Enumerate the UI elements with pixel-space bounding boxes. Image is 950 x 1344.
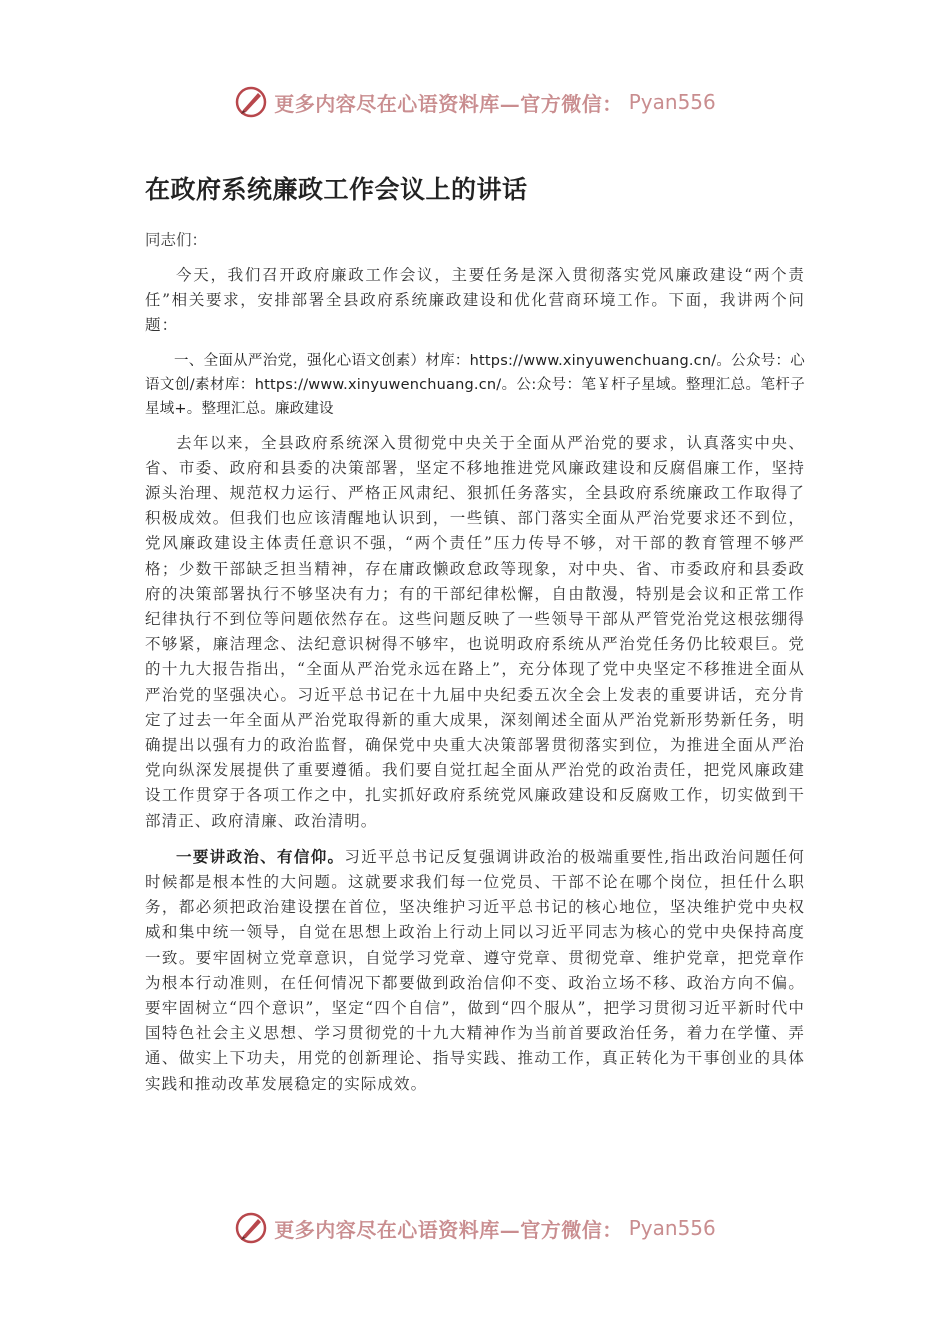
banner-wechat-id: Pyan556 (628, 90, 716, 114)
document-body (145, 170, 805, 1107)
brush-logo-icon (234, 1211, 268, 1245)
body-paragraph: 去年以来，全县政府系统深入贯彻党中央关于全面从严治党的要求，认真落实中央、省、市委、政府和县委的决策部署，坚定不移地推进党风廉政建设和反腐倡廉工作，坚持源头治理、规范权力运行、严格正风肃纪、狠抓任务落实，全县政府系统廉政工作取得了积极成效。但我们也应该清醒地认识到，一些镇、部门落实全面从严治党要求还不到位，党风廉政建设主体责任意识不强，“两个责任”压力传导不够，对干部的教育管理不够严格；少数干部缺乏担当精神，存在庸政懒政怠政等现象，对中央、省、市委政府和县委政府的决策部署执行不够坚决有力；有的干部纪律松懈，自由散漫，特别是会议和正常工作纪律执行不到位等问题依然存在。这些问题反映了一些领导干部从严管党治党这根弦绷得不够紧，廉洁理念、法纪意识树得不够牢，也说明政府系统从严治党任务仍比较艰巨。党的十九大报告指出，“全面从严治党永远在路上”，充分体现了党中央坚定不移推进全面从严治党的坚强决心。习近平总书记在十九届中央纪委五次全会上发表的重要讲话，充分肯定了过去一年全面从严治党取得新的重大成果，深刻阐述全面从严治党新形势新任务，明确提出以强有力的政治监督，确保党中央重大决策部署贯彻落实到位，为推进全面从严治党向纵深发展提供了重要遵循。我们要自觉扛起全面从严治党的政治责任，把党风廉政建设工作贯穿于各项工作之中，扎实抓好政府系统党风廉政建设和反腐败工作，切实做到干部清正、政府清廉、政治清明。 (145, 433, 805, 830)
paragraph-lead-bold: 一要讲政治、有信仰。 (176, 846, 345, 866)
brush-logo-icon (234, 85, 268, 119)
salutation: 同志们： (145, 231, 208, 249)
banner-text: 更多内容尽在心语资料库—官方微信： (274, 91, 623, 116)
banner-wechat-id: Pyan556 (628, 1216, 716, 1240)
paragraph-text: 习近平总书记反复强调讲政治的极端重要性,指出政治问题任何时候都是根本性的大问题。这就要求我们每一位党员、干部不论在哪个岗位，担任什么职务，都必须把政治建设摆在首位，坚决维护习近平总书记的核心地位，坚决维护党中央权威和集中统一领导，自觉在思想上政治上行动上同以习近平同志为核心的党中央保持高度一致。要牢固树立党章意识，自觉学习党章、遵守党章、贯彻党章、维护党章，把党章作为根本行动准则，在任何情况下都要做到政治信仰不变、政治立场不移、政治方向不偏。要牢固树立“四个意识”，坚定“四个自信”，做到“四个服从”，把学习贯彻习近平新时代中国特色社会主义思想、学习贯彻党的十九大精神作为当前首要政治任务，着力在学懂、弄通、做实上下功夫，用党的创新理论、指导实践、推动工作，真正转化为干事创业的具体实践和推动改革发展稳定的实际成效。 (145, 847, 805, 1093)
footer-banner (0, 1208, 950, 1248)
document-title: 在政府系统廉政工作会议上的讲话 (145, 175, 528, 204)
intro-paragraph: 今天，我们召开政府廉政工作会议，主要任务是深入贯彻落实党风廉政建设“两个责任”相关要求，安排部署全县政府系统廉政建设和优化营商环境工作。下面，我讲两个问题： (145, 266, 805, 335)
section-heading: 一、全面从严治党，强化心语文创素）材库：https://www.xinyuwenchuang.cn/。公众号：心语文创/素材库：https://www.xinyuwenchuang.cn/。公:众号：笔￥杆子星域。整理汇总。笔杆子星域+。整理汇总。廉政建设 (145, 352, 805, 417)
banner-text: 更多内容尽在心语资料库—官方微信： (274, 1217, 623, 1242)
header-banner (0, 82, 950, 122)
body-paragraph-politics (145, 844, 805, 1097)
